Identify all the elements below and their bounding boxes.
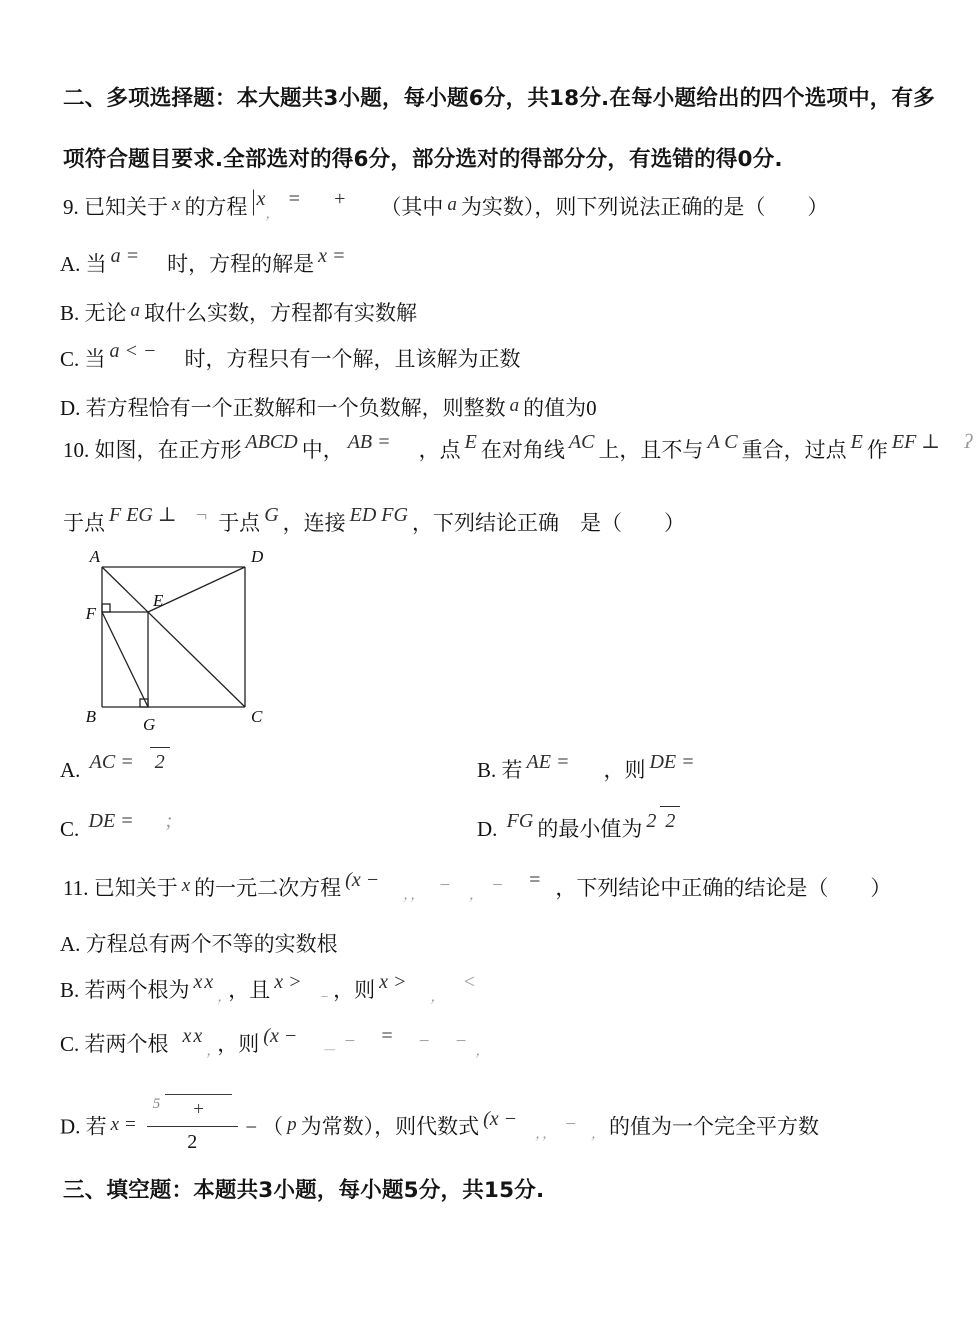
math-fragment: a =	[110, 245, 140, 267]
question-9-option-b	[60, 299, 417, 328]
vertex-label-G: G	[143, 715, 156, 734]
text-run: 的值为0	[523, 396, 597, 420]
question-9-option-a	[60, 245, 350, 279]
question-11-option-c	[60, 1025, 493, 1059]
question-10-option-b	[477, 751, 699, 785]
option-label: C.	[60, 347, 80, 371]
question-10-option-d	[477, 810, 682, 844]
math-fragment: (x −	[483, 1107, 518, 1130]
text-run: 的值为一个完全平方数	[608, 1114, 819, 1139]
math-fragment-faint: ，	[265, 207, 280, 222]
math-fragment: a	[130, 300, 141, 321]
math-fragment: ED FG	[349, 504, 408, 526]
option-label: B.	[60, 301, 80, 325]
text-run: 于点	[218, 511, 261, 535]
question-9-option-d	[60, 394, 597, 423]
math-fragment: EF ⊥	[891, 431, 941, 453]
vertex-label-E: E	[153, 591, 164, 610]
right-angle-mark-F	[102, 604, 110, 612]
math-fragment-faint: −	[454, 1031, 468, 1052]
vertex-label-A: A	[89, 547, 100, 566]
math-fragment: ABCD	[245, 431, 298, 453]
math-fragment-faint: ʔ	[964, 431, 973, 453]
text-run: 时，方程只有一个解，且该解为正数	[184, 347, 521, 371]
math-fragment: =	[287, 188, 301, 210]
math-fragment: x =	[318, 245, 346, 267]
text-run: 若方程恰有一个正数解和一个负数解，则整数	[85, 396, 506, 420]
question-11-option-a	[60, 930, 338, 958]
math-fragment: FG	[506, 810, 534, 832]
math-fragment: F EG ⊥	[109, 504, 177, 526]
math-fragment: a < −	[109, 340, 157, 362]
text-run: 若	[85, 1114, 107, 1139]
math-fragment: AC =	[89, 751, 134, 773]
math-fragment: +	[332, 188, 347, 210]
option-label: C.	[60, 817, 80, 841]
math-fragment: x	[181, 875, 191, 896]
text-run: 取什么实数，方程都有实数解	[144, 301, 418, 325]
text-run: 的方程	[184, 195, 248, 219]
option-label: B.	[477, 758, 497, 782]
text-run: 为实数），则下列说法正确的是（ ）	[460, 195, 829, 219]
math-fragment: =	[380, 1025, 394, 1047]
text-run: ，下列结论中正确的结论是（ ）	[555, 876, 892, 900]
math-fragment: E	[850, 431, 863, 453]
question-9-option-c	[60, 340, 521, 374]
question-number: 10.	[63, 438, 90, 462]
math-fragment: −	[243, 1114, 259, 1139]
vertex-label-B: B	[85, 707, 96, 726]
text-run: 重合，过点	[741, 438, 847, 462]
diagonal-AC	[102, 567, 245, 707]
math-fragment-faint: −	[491, 875, 504, 896]
math-fragment: x =	[110, 1113, 137, 1135]
question-10-stem-line2	[63, 504, 685, 538]
question-10-stem-line1	[63, 431, 976, 465]
section2-heading-line1	[63, 84, 935, 113]
math-fragment: 2	[646, 810, 657, 832]
math-fragment: A C	[707, 431, 738, 453]
question-11-option-b	[60, 971, 480, 1005]
vertex-label-D: D	[251, 547, 264, 566]
math-fragment-faint: ，	[590, 1126, 605, 1142]
math-fragment: x	[182, 1025, 192, 1047]
question-10-option-c	[60, 810, 176, 844]
text-run: 中，	[301, 438, 344, 462]
geometry-figure	[72, 548, 284, 750]
text-run: 当	[85, 252, 107, 276]
math-fragment-faint: 5	[152, 1096, 161, 1112]
section2-heading-line2	[63, 145, 783, 174]
math-fragment: =	[527, 869, 542, 891]
option-label: A.	[60, 932, 81, 956]
math-fragment-faint: ，	[475, 1044, 490, 1059]
segment-FG	[102, 612, 148, 707]
option-label: C.	[60, 1032, 80, 1056]
question-10-option-a	[60, 751, 172, 785]
fraction	[147, 1094, 238, 1156]
question-number: 11.	[63, 876, 89, 900]
text-run: 若	[501, 758, 523, 782]
text-run: 作	[866, 438, 888, 462]
math-fragment-faint: ，	[217, 990, 225, 1005]
math-fragment: |	[251, 184, 256, 217]
text-run: 项符合题目要求.全部选对的得6分，部分选对的得部分分，有选错的得0分.	[63, 147, 783, 172]
math-fragment-faint: −	[343, 1031, 357, 1052]
text-run: （其中	[380, 195, 444, 219]
text-run: ，下列结论正确 是（ ）	[411, 511, 685, 535]
math-fragment-faint: −	[564, 1113, 577, 1135]
math-fragment: G	[264, 504, 279, 526]
text-run: 若两个根	[84, 1032, 169, 1056]
option-label: A.	[60, 758, 81, 782]
option-label: D.	[60, 1114, 81, 1139]
math-fragment: x >	[274, 971, 302, 993]
math-fragment: (x −	[345, 869, 380, 891]
text-run: 无论	[84, 301, 127, 325]
question-11-option-d	[60, 1098, 819, 1160]
math-fragment: x	[193, 1025, 203, 1047]
option-label: B.	[60, 978, 80, 1002]
vertex-label-C: C	[251, 707, 263, 726]
text-run: ，则	[333, 978, 376, 1002]
math-fragment: x	[193, 971, 203, 993]
vertex-label-F: F	[85, 604, 96, 623]
math-fragment-faint: －	[321, 1044, 336, 1059]
question-9-stem	[63, 184, 829, 222]
math-fragment: x	[204, 971, 214, 993]
math-fragment: x >	[379, 971, 407, 993]
math-fragment: x	[256, 188, 266, 210]
text-run: 已知关于	[84, 195, 168, 219]
text-run: 的一元二次方程	[194, 876, 342, 900]
math-fragment: a	[509, 395, 520, 416]
text-run: 上，且不与	[598, 438, 704, 462]
math-fragment-faint: ¬	[194, 504, 209, 526]
text-run: 于点	[63, 511, 105, 535]
math-fragment: DE =	[649, 751, 695, 773]
math-fragment: AE =	[526, 751, 570, 773]
math-fragment-faint: ，，	[403, 888, 425, 903]
text-run: ，连接	[282, 511, 346, 535]
math-fragment: a	[447, 194, 457, 215]
fraction-denominator: 2	[187, 1130, 198, 1153]
section3-heading	[63, 1176, 544, 1205]
math-fragment-faint: −	[319, 990, 330, 1005]
math-fragment-faint: ，，	[535, 1126, 557, 1142]
math-fragment: AB =	[347, 431, 391, 453]
math-fragment-faint: ;	[165, 810, 173, 832]
text-run: 如图，在正方形	[94, 438, 242, 462]
text-run: ，且	[228, 978, 271, 1002]
text-run: 若两个根为	[84, 978, 190, 1002]
math-fragment-faint: −	[417, 1031, 431, 1052]
math-fragment: x	[172, 194, 181, 215]
option-label: A.	[60, 252, 81, 276]
math-fragment: AC	[568, 431, 595, 453]
text-run: 已知关于	[93, 876, 178, 900]
text-run: 当	[84, 347, 106, 371]
text-run: 在对角线	[480, 438, 565, 462]
math-fragment: p	[287, 1113, 297, 1135]
text-run: ，点	[418, 438, 461, 462]
text-run: 的最小值为	[537, 817, 643, 841]
question-number: 9.	[63, 195, 79, 219]
math-fragment-faint: <	[462, 971, 476, 993]
math-fragment-faint: ，	[469, 888, 484, 903]
text-run: ，则	[603, 758, 646, 782]
sqrt-fragment: 2	[660, 806, 680, 835]
option-label: D.	[477, 817, 498, 841]
sqrt-fragment: 2	[150, 747, 170, 776]
radical-fragment: +	[165, 1094, 232, 1123]
math-fragment: DE =	[88, 810, 134, 832]
text-run: ，则	[217, 1032, 260, 1056]
text-run: 方程总有两个不等的实数根	[85, 932, 338, 956]
option-label: D.	[60, 396, 81, 420]
text-run: （	[262, 1114, 284, 1139]
text-run: 三、填空题：本题共3小题，每小题5分，共15分.	[63, 1178, 545, 1203]
fraction-numerator	[147, 1094, 238, 1127]
math-fragment-faint: ，	[430, 990, 445, 1005]
text-run: 时，方程的解是	[167, 252, 315, 276]
math-fragment-faint: −	[438, 875, 452, 896]
text-run: 为常数），则代数式	[300, 1114, 480, 1139]
text-run: 二、多项选择题：本大题共3小题，每小题6分，共18分.在每小题给出的四个选项中，有多	[63, 86, 935, 111]
math-fragment: E	[464, 431, 477, 453]
math-fragment-faint: ，	[206, 1044, 214, 1059]
math-fragment: (x −	[263, 1025, 298, 1047]
question-11-stem	[63, 869, 892, 903]
